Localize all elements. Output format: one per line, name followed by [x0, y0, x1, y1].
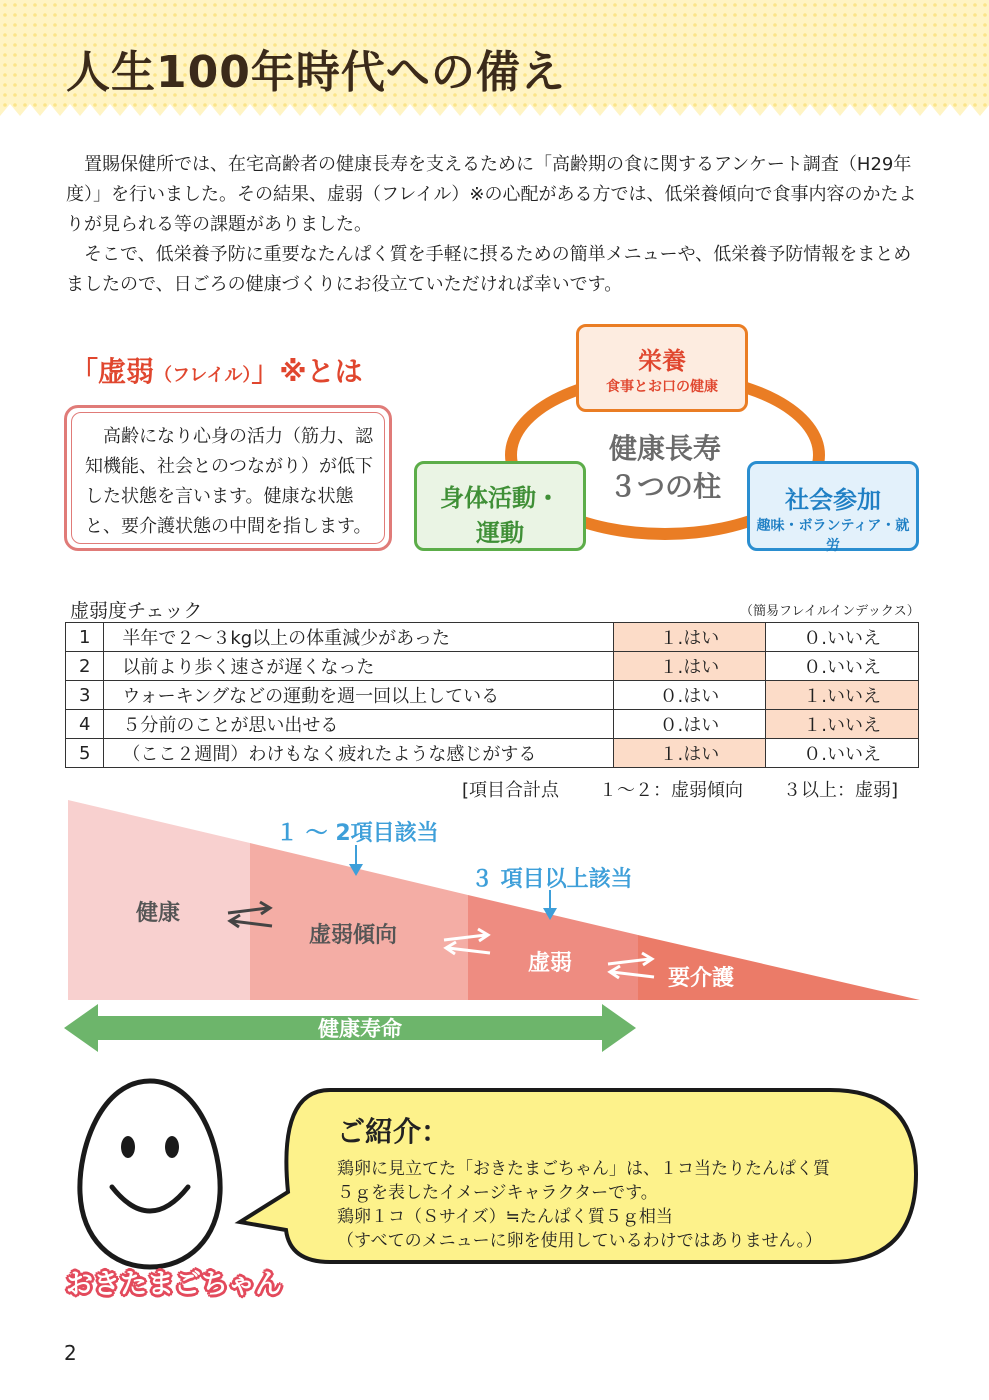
pillar-social: 社会参加 趣味・ボランティア・就労 — [747, 461, 919, 551]
frailty-definition: 高齢になり心身の活力（筋力、認知機能、社会とのつながり）が低下した状態を言います。健康な状態と、要介護状態の中間を指します。 — [85, 426, 373, 537]
row-question: ５分前のことが思い出せる — [104, 710, 613, 739]
check-row — [66, 652, 919, 681]
row-answer-no: １.いいえ — [766, 710, 919, 739]
row-question: （ここ２週間）わけもなく疲れたような感じがする — [104, 739, 613, 768]
character-intro-line: （すべてのメニューに卵を使用しているわけではありません。） — [337, 1231, 823, 1251]
row-number: 3 — [66, 681, 104, 710]
character-intro-line: 鶏卵１コ（Ｓサイズ）≒たんぱく質５ｇ相当 — [337, 1207, 673, 1227]
pillar-nutrition: 栄養 食事とお口の健康 — [576, 324, 748, 412]
check-row — [66, 623, 919, 652]
row-answer-yes: ０.はい — [613, 681, 766, 710]
right-eye-icon — [165, 1136, 179, 1158]
check-row — [66, 739, 919, 768]
row-number: 5 — [66, 739, 104, 768]
pillar-center: 健康長寿 ３つの柱 — [608, 432, 721, 503]
row-question: ウォーキングなどの運動を週一回以上している — [104, 681, 613, 710]
frailty-heading: 「虚弱（フレイル）」※とは — [70, 355, 363, 388]
left-eye-icon — [121, 1136, 135, 1158]
healthy-lifespan-label: 健康寿命 — [318, 1017, 402, 1041]
row-answer-no: ０.いいえ — [766, 623, 919, 652]
check-row — [66, 681, 919, 710]
check-source: （簡易フレイルインデックス） — [740, 604, 920, 619]
row-answer-no: １.いいえ — [766, 681, 919, 710]
row-answer-yes: １.はい — [613, 623, 766, 652]
row-number: 4 — [66, 710, 104, 739]
egg-outline — [80, 1081, 220, 1267]
character-intro-title: ご紹介： — [337, 1115, 450, 1148]
row-answer-yes: １.はい — [613, 739, 766, 768]
page-title: 人生100年時代への備え — [66, 47, 566, 98]
character-name: おきたまごちゃん — [66, 1269, 282, 1300]
pillar-activity: 身体活動・ 運動 — [414, 461, 586, 551]
page-number: 2 — [64, 1341, 77, 1365]
check-title: 虚弱度チェック — [70, 600, 203, 622]
stage-pre-frail-label: 虚弱傾向 — [309, 923, 398, 948]
row-answer-yes: １.はい — [613, 652, 766, 681]
intro-paragraph-2: そこで、低栄養予防に重要なたんぱく質を手軽に摂るための簡単メニューや、低栄養予防情報をまとめましたので、日ごろの健康づくりにお役立ていただければ幸いです。 — [66, 244, 912, 295]
character-intro-line: 鶏卵に見立てた「おきたまごちゃん」は、１コ当たりたんぱく質 — [337, 1159, 830, 1179]
score-note: [項目合計点 １～２：虚弱傾向 ３以上：虚弱] — [462, 780, 899, 801]
row-question: 以前より歩く速さが遅くなった — [104, 652, 613, 681]
intro-paragraph-1: 置賜保健所では、在宅高齢者の健康長寿を支えるために「高齢期の食に関するアンケート調査（H29年度）」を行いました。その結果、虚弱（フレイル）※の心配がある方では、低栄養傾向で食事内容のかたよりが見られる等の課題がありました。 — [66, 154, 917, 235]
stage-care-label: 要介護 — [668, 966, 735, 991]
stage-frail-label: 虚弱 — [528, 951, 573, 976]
check-row — [66, 710, 919, 739]
callout-3-plus-items: ３ 項目以上該当 — [471, 867, 633, 892]
callout-1-2-items: １ ～ 2項目該当 — [276, 821, 439, 846]
frailty-definition-box — [64, 405, 392, 551]
character-intro-line: ５ｇを表したイメージキャラクターです。 — [337, 1183, 658, 1203]
row-number: 2 — [66, 652, 104, 681]
frailty-check-table — [65, 622, 919, 768]
stage-healthy-label: 健康 — [136, 901, 181, 926]
okitamago-chan-character — [70, 1075, 230, 1275]
row-answer-no: ０.いいえ — [766, 652, 919, 681]
row-answer-yes: ０.はい — [613, 710, 766, 739]
row-answer-no: ０.いいえ — [766, 739, 919, 768]
row-number: 1 — [66, 623, 104, 652]
row-question: 半年で２～３kg以上の体重減少があった — [104, 623, 613, 652]
frailty-stage-diagram — [0, 795, 989, 1065]
